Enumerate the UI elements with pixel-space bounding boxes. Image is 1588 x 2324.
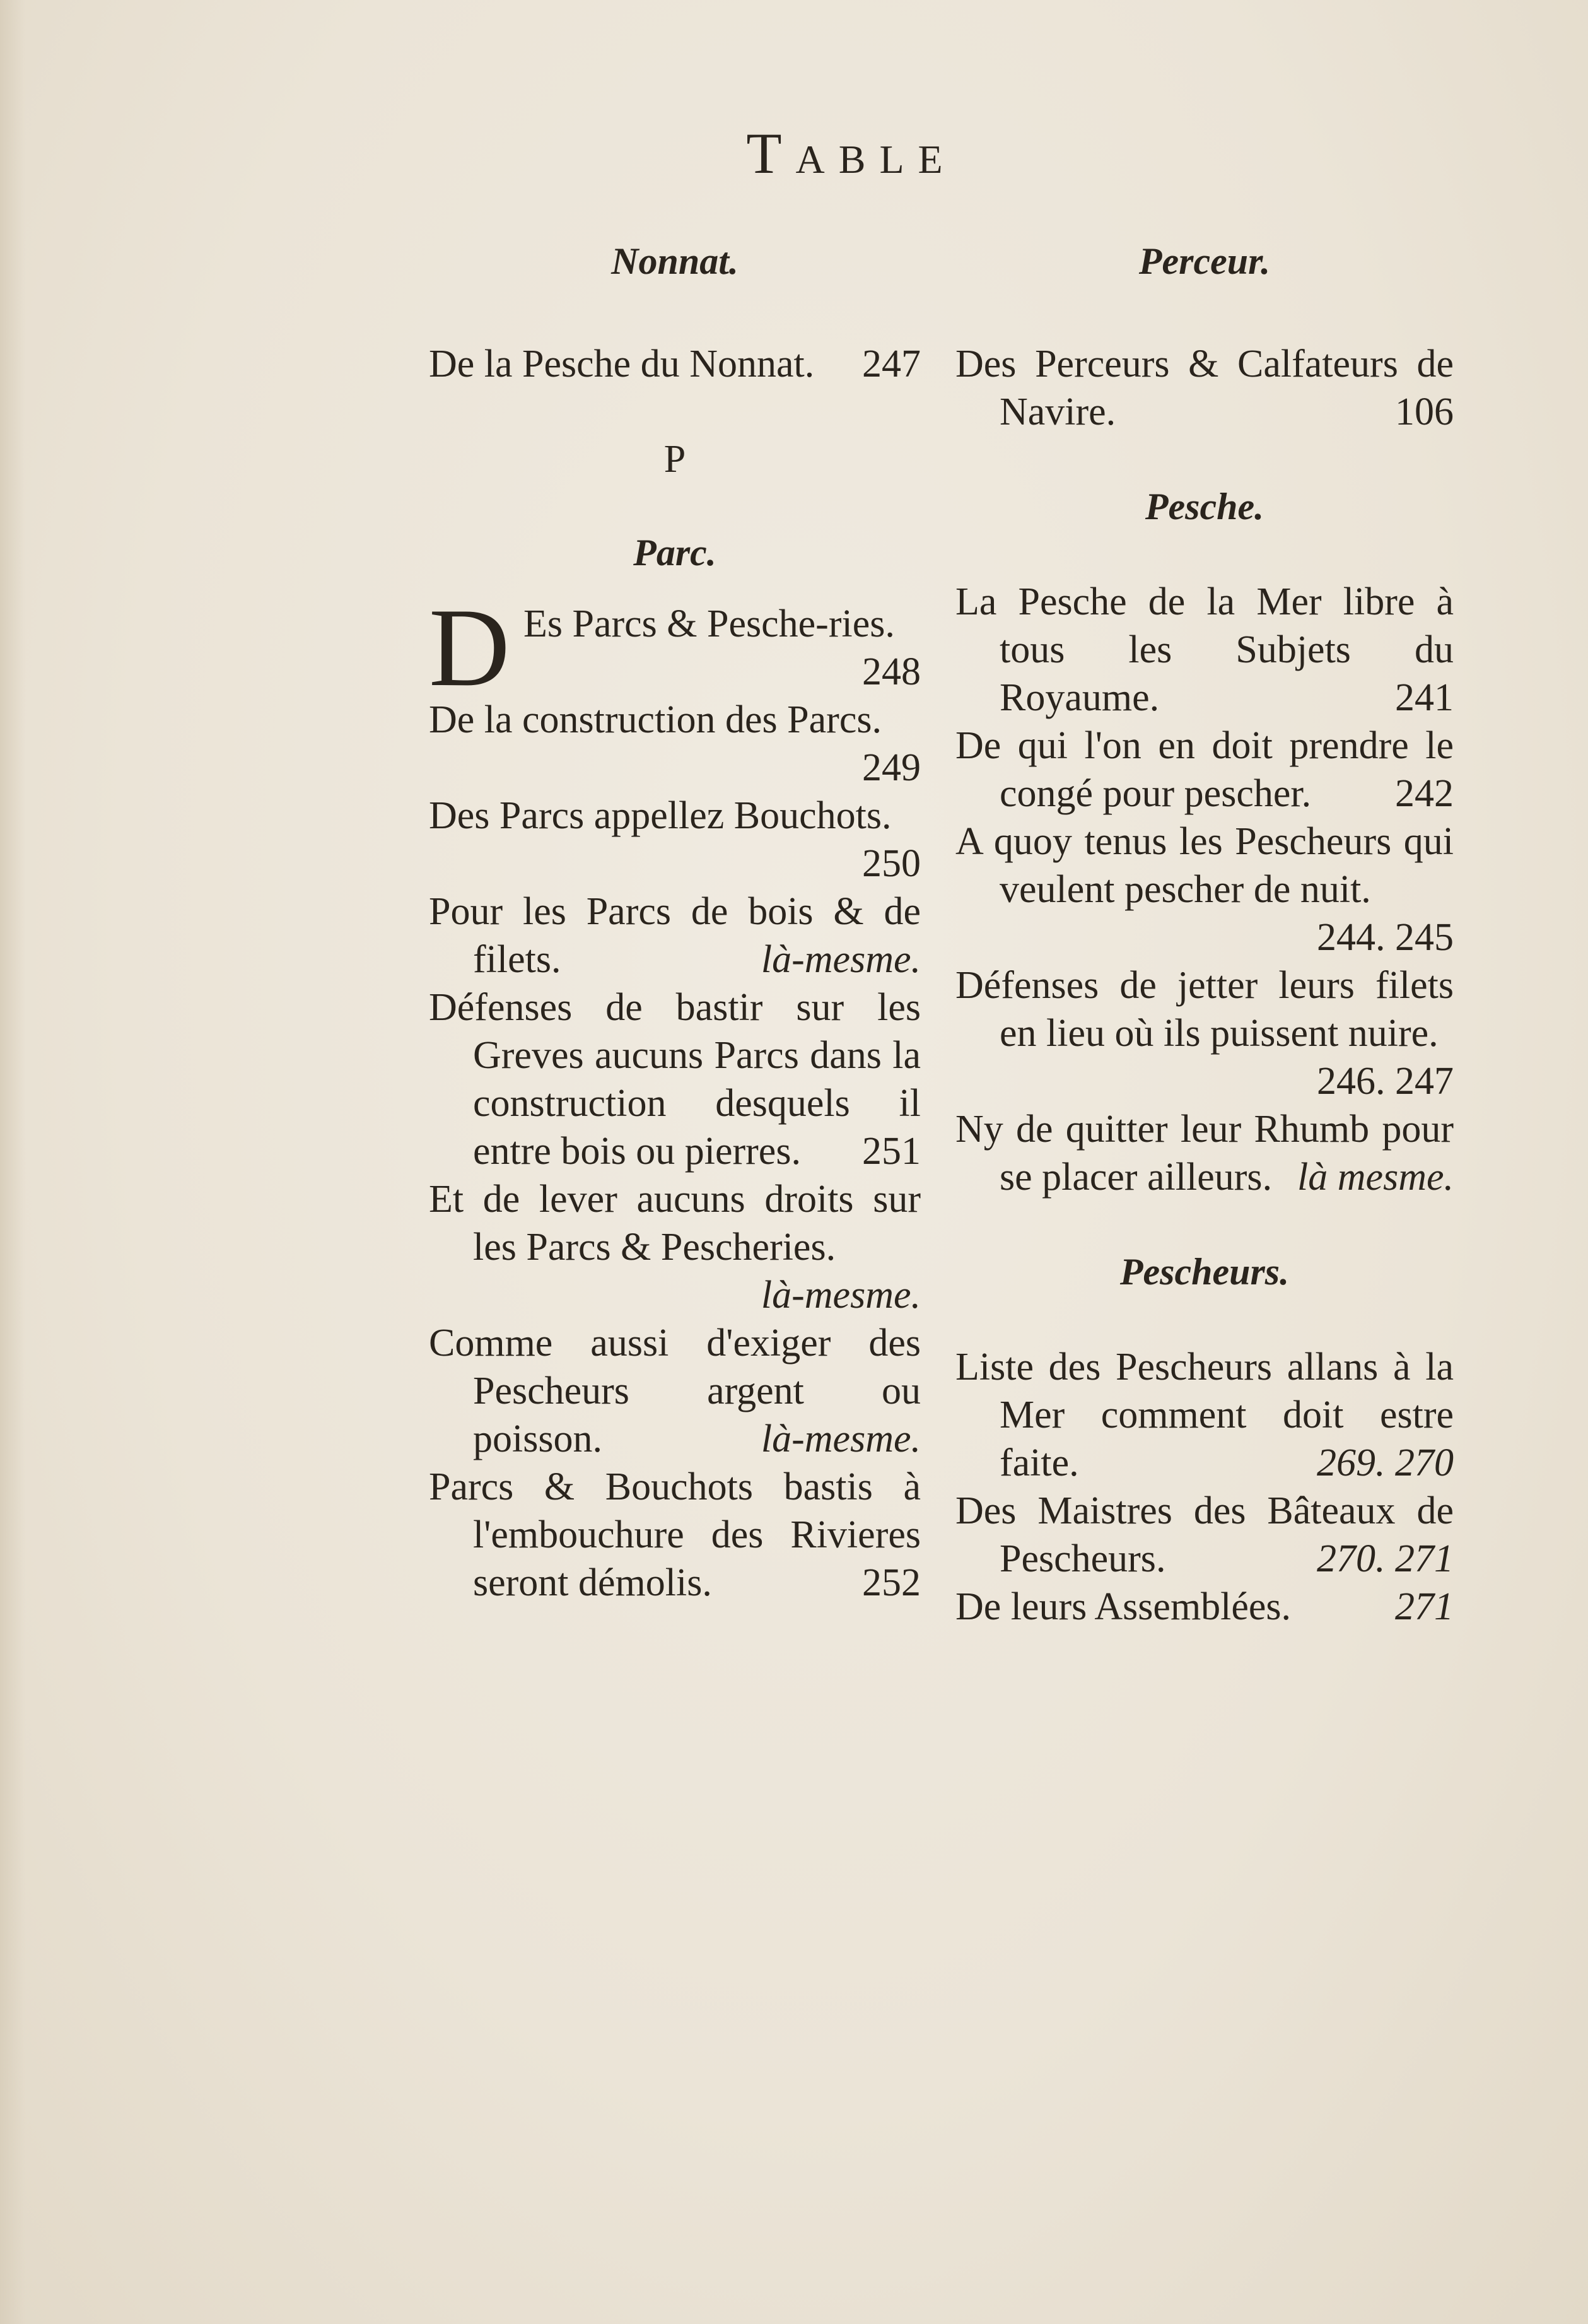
page-title: Table (746, 121, 957, 185)
index-entry: La Pesche de la Mer libre à tous les Subjets du Royaume. 241 (955, 578, 1454, 722)
page-reference: 271 (1395, 1585, 1454, 1628)
index-entry: De la construction des Parcs. 249 (429, 696, 921, 792)
letter-heading: P (663, 438, 686, 481)
index-entry: Des Perceurs & Calfateurs de Navire. 106 (955, 340, 1454, 436)
index-entry: Liste des Pescheurs allans à la Mer comment doit estre faite. 269. 270 (955, 1343, 1454, 1487)
page-reference: 252 (862, 1561, 921, 1604)
left-column (429, 240, 921, 1607)
page-reference: 250 (862, 842, 921, 885)
page-shadow (0, 0, 25, 2324)
index-entry: A quoy tenus les Pescheurs qui veulent pescher de nuit. 244. 245 (955, 818, 1454, 961)
index-entry: Parcs & Bouchots bastis à l'embouchure des Rivieres seront démolis. 252 (429, 1463, 921, 1607)
index-entry: Ny de quitter leur Rhumb pour se placer ailleurs. là mesme. (955, 1105, 1454, 1201)
page-reference: 248 (862, 650, 921, 693)
page-reference: 244. 245 (1317, 916, 1454, 959)
section-heading-parc: Parc. (633, 532, 716, 573)
page-reference: 241 (1395, 676, 1454, 719)
index-entry: Des Parcs appellez Bouchots. 250 (429, 792, 921, 888)
page-reference: 251 (862, 1130, 921, 1173)
right-column (955, 240, 1454, 1631)
index-entry: Défenses de jetter leurs filets en lieu où ils puissent nuire. 246. 247 (955, 961, 1454, 1105)
section-heading-pesche: Pesche. (1145, 486, 1264, 527)
page-reference: 270. 271 (1317, 1537, 1454, 1580)
index-entry: Pour les Parcs de bois & de filets. là-mesme. (429, 888, 921, 983)
page-reference: 242 (1395, 772, 1454, 815)
page-reference: 106 (1395, 390, 1454, 433)
index-entry: Des Maistres des Bâteaux de Pescheurs. 270. 271 (955, 1487, 1454, 1583)
page-reference: là-mesme. (761, 938, 921, 981)
index-entry: De la Pesche du Nonnat. 247 (429, 340, 921, 388)
index-entry: De qui l'on en doit prendre le congé pour pescher. 242 (955, 722, 1454, 818)
page-reference: là-mesme. (761, 1274, 921, 1317)
page-reference: 269. 270 (1317, 1441, 1454, 1484)
index-entry: Et de lever aucuns droits sur les Parcs & Pescheries. là-mesme. (429, 1175, 921, 1319)
section-heading-pescheurs: Pescheurs. (1119, 1251, 1290, 1293)
index-entry: Comme aussi d'exiger des Pescheurs argent ou poisson. là-mesme. (429, 1319, 921, 1463)
drop-cap: D (429, 585, 510, 710)
page-reference: là mesme. (1297, 1156, 1454, 1199)
index-entry: De leurs Assemblées. 271 (955, 1583, 1454, 1631)
page-reference: 247 (862, 343, 921, 385)
index-entry: Défenses de bastir sur les Greves aucuns Parcs dans la construction desquels il entre bois ou pierres. 251 (429, 983, 921, 1175)
page-reference: 246. 247 (1317, 1060, 1454, 1103)
page-reference: 249 (862, 746, 921, 789)
page-reference: là-mesme. (761, 1417, 921, 1460)
section-heading-nonnat: Nonnat. (611, 240, 739, 282)
section-heading-perceur: Perceur. (1138, 240, 1271, 282)
index-entry: D Es Parcs & Pesche-ries. 248 (429, 585, 921, 710)
